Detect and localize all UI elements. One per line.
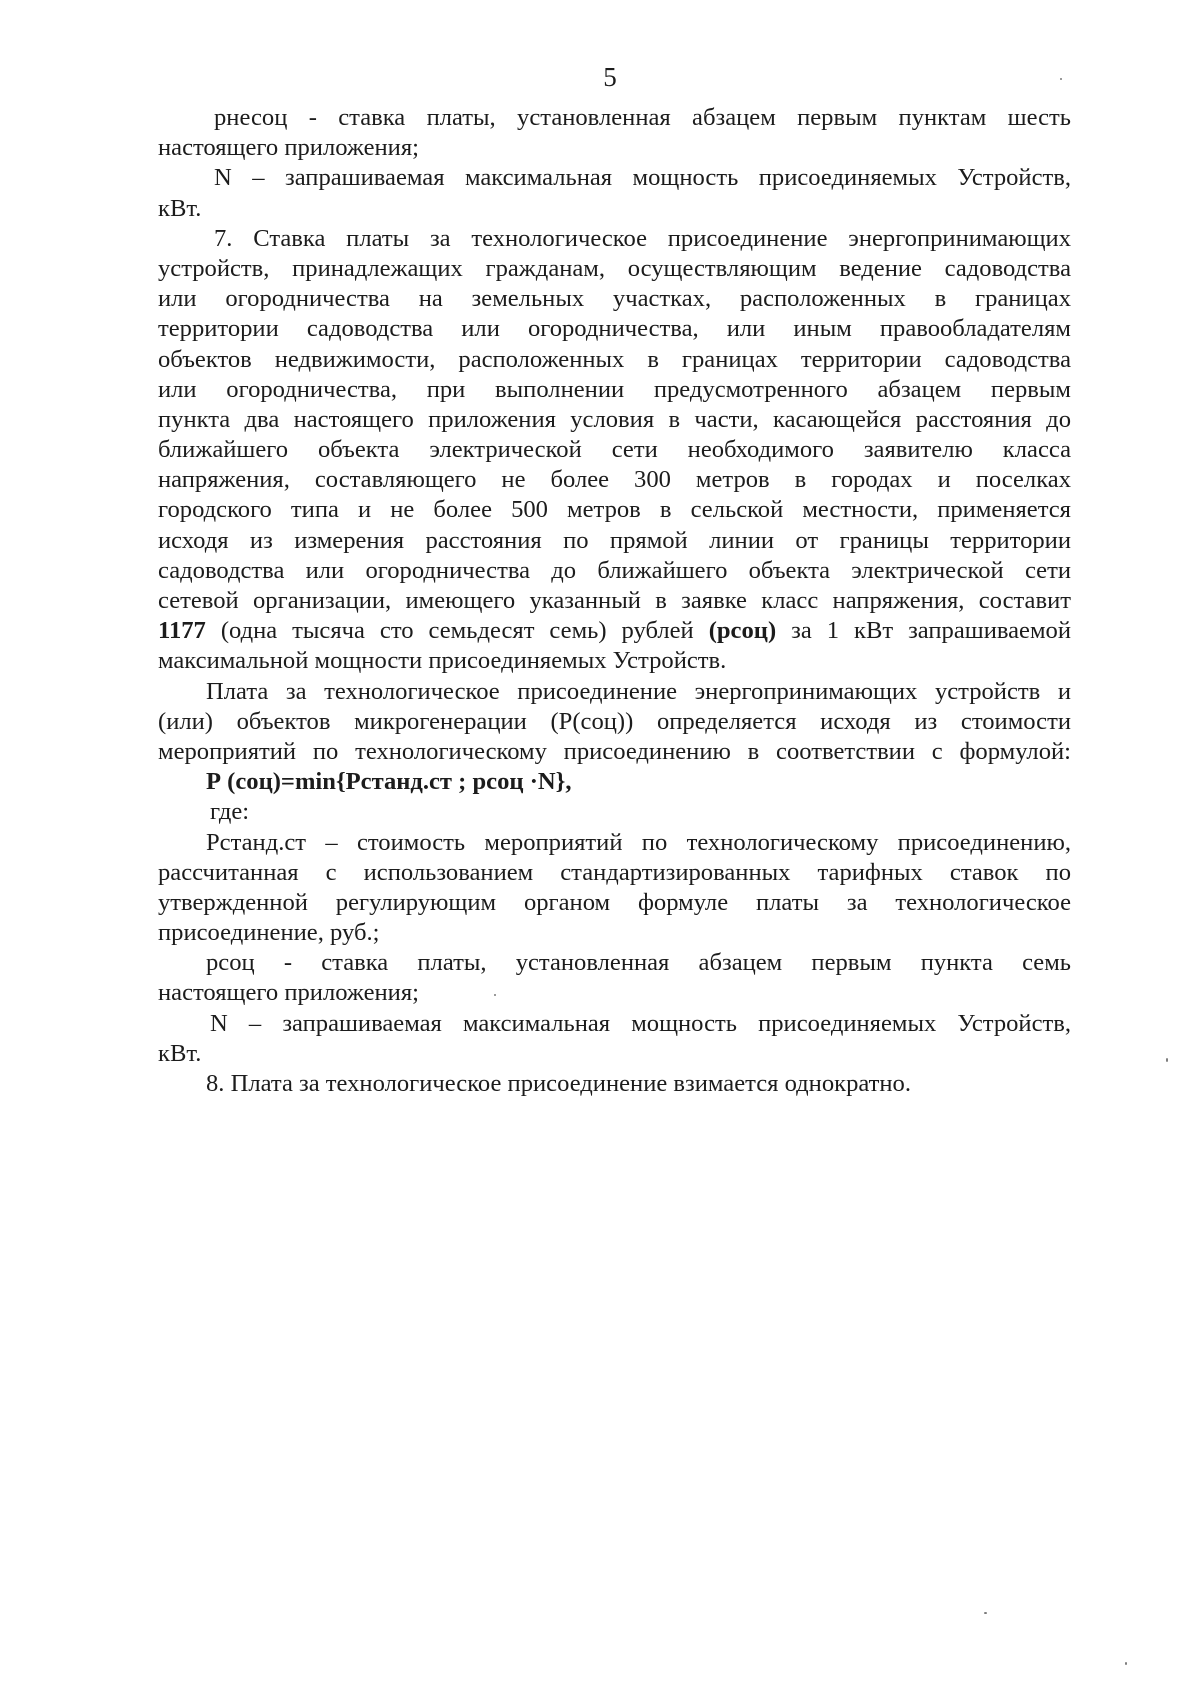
- text-line: рсоц - ставка платы, установленная абзацем первым пункта семь: [206, 949, 1071, 977]
- rate-amount: 1177: [158, 617, 206, 645]
- text-line: или огородничества на земельных участках, расположенных в границах: [158, 285, 1071, 313]
- text-line: присоединение, руб.;: [158, 919, 380, 947]
- scan-speck: [494, 994, 496, 996]
- text-line: мероприятий по технологическому присоединению в соответствии с формулой:: [158, 737, 1071, 765]
- text-line: ближайшего объекта электрической сети необходимого заявителю класса: [158, 436, 1071, 464]
- clause-8: 8. Плата за технологическое присоединение взимается однократно.: [206, 1070, 912, 1097]
- rate-amount-line: [158, 616, 1071, 646]
- text-line: напряжения, составляющего не более 300 метров в городах и поселках: [158, 466, 1071, 494]
- rate-symbol: (рсоц): [708, 617, 777, 645]
- text-line: городского типа и не более 500 метров в сельской местности, применяется: [158, 496, 1071, 524]
- formula-where: где:: [210, 798, 250, 826]
- text-line: настоящего приложения;: [158, 979, 419, 1007]
- scan-speck: [1125, 1662, 1127, 1665]
- rate-amount-rest: за 1 кВт запрашиваемой: [776, 617, 1071, 645]
- text-line: Рстанд.ст – стоимость мероприятий по технологическому присоединению,: [206, 828, 1071, 856]
- text-line: устройств, принадлежащих гражданам, осуществляющим ведение садоводства: [158, 254, 1071, 282]
- scan-speck: [1166, 1058, 1168, 1062]
- text-line: Плата за технологическое присоединение энергопринимающих устройств и: [206, 677, 1071, 705]
- text-line: N – запрашиваемая максимальная мощность присоединяемых Устройств,: [214, 164, 1071, 192]
- formula: Р (соц)=min{Рстанд.ст ; рсоц ·N},: [206, 768, 572, 796]
- text-line: рнесоц - ставка платы, установленная абзацем первым пунктам шесть: [214, 104, 1071, 131]
- text-line: пункта два настоящего приложения условия в части, касающейся расстояния до: [158, 405, 1071, 433]
- text-line: рассчитанная с использованием стандартизированных тарифных ставок по: [158, 858, 1071, 886]
- rate-amount-words: (одна тысяча сто семьдесят семь) рублей: [205, 617, 709, 645]
- text-line: кВт.: [158, 194, 202, 222]
- text-line: объектов недвижимости, расположенных в границах территории садоводства: [158, 345, 1071, 373]
- text-line: настоящего приложения;: [158, 134, 419, 162]
- text-line: садоводства или огородничества до ближайшего объекта электрической сети: [158, 556, 1071, 584]
- page-number: 5: [603, 62, 617, 92]
- scan-speck: [1060, 78, 1062, 80]
- text-line: максимальной мощности присоединяемых Устройств.: [158, 647, 727, 675]
- text-line: территории садоводства или огородничества, или иным правообладателям: [158, 315, 1071, 343]
- text-line: исходя из измерения расстояния по прямой линии от границы территории: [158, 526, 1071, 554]
- text-line: N – запрашиваемая максимальная мощность присоединяемых Устройств,: [210, 1009, 1071, 1037]
- scan-speck: [984, 1612, 987, 1614]
- document-body: [158, 103, 1071, 1099]
- text-line: или огородничества, при выполнении предусмотренного абзацем первым: [158, 375, 1071, 403]
- text-line: кВт.: [158, 1039, 202, 1067]
- text-line: сетевой организации, имеющего указанный в заявке класс напряжения, составит: [158, 587, 1071, 614]
- clause-7-first-line: 7. Ставка платы за технологическое присоединение энергопринимающих: [214, 224, 1071, 252]
- text-line: утвержденной регулирующим органом формуле платы за технологическое: [158, 888, 1071, 916]
- text-line: (или) объектов микрогенерации (Р(соц)) определяется исходя из стоимости: [158, 707, 1071, 735]
